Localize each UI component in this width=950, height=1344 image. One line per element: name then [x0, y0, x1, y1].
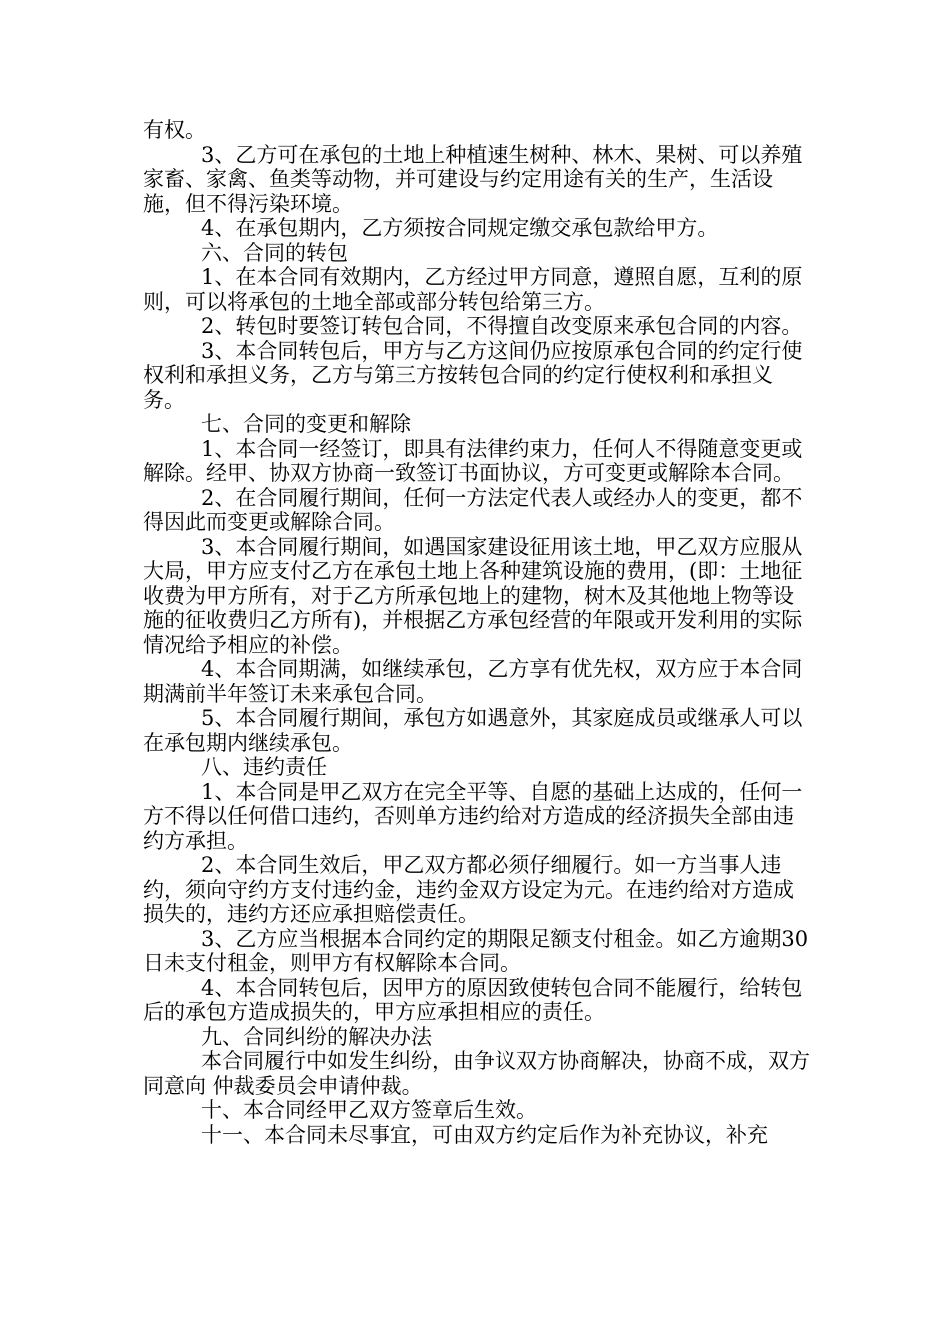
section-heading-10: 十、本合同经甲乙双方签章后生效。 — [201, 1098, 537, 1122]
clause-8-3: 3、乙方应当根据本合同约定的期限足额支付租金。如乙方逾期30日未支付租金，则甲方有权解除本合同。 — [143, 926, 809, 975]
section-heading-7: 七、合同的变更和解除 — [201, 412, 411, 436]
paragraph-continuation: 有权。 — [143, 118, 206, 142]
clause-8-4: 4、本合同转包后，因甲方的原因致使转包合同不能履行，给转包后的承包方造成损失的，甲方应承担相应的责任。 — [143, 975, 803, 1024]
clause-11: 十一、本合同未尽事宜，可由双方约定后作为补充协议，补充 — [201, 1122, 768, 1147]
clause-7-2: 2、在合同履行期间，任何一方法定代表人或经办人的变更，都不得因此而变更或解除合同。 — [143, 485, 803, 534]
clause-9-body: 本合同履行中如发生纠纷，由争议双方协商解决，协商不成，双方同意向 仲裁委员会申请仲裁。 — [143, 1049, 810, 1098]
clause-7-1: 1、本合同一经签订，即具有法律约束力，任何人不得随意变更或解除。经甲、协双方协商一致签订书面协议，方可变更或解除本合同。 — [143, 436, 803, 485]
clause-6-3: 3、本合同转包后，甲方与乙方这间仍应按原承包合同的约定行使权利和承担义务，乙方与第三方按转包合同的约定行使权利和承担义务。 — [143, 338, 803, 412]
clause-8-1: 1、本合同是甲乙双方在完全平等、自愿的基础上达成的，任何一方不得以任何借口违约，否则单方违约给对方造成的经济损失全部由违约方承担。 — [143, 779, 803, 853]
section-heading-9: 九、合同纠纷的解决办法 — [201, 1024, 432, 1049]
section-heading-8: 八、违约责任 — [201, 755, 327, 779]
clause-5-4: 4、在承包期内，乙方须按合同规定缴交承包款给甲方。 — [201, 216, 719, 240]
clause-5-3: 3、乙方可在承包的土地上种植速生树种、林木、果树、可以养殖家畜、家禽、鱼类等动物，并可建设与约定用途有关的生产，生活设施，但不得污染环境。 — [143, 142, 803, 216]
clause-7-3: 3、本合同履行期间，如遇国家建设征用该土地，甲乙双方应服从大局，甲方应支付乙方在承包土地上各种建筑设施的费用，(即：土地征收费为甲方所有，对于乙方所承包地上的建物，树木及其他地上物等设施的征收费归乙方所有)，并根据乙方承包经营的年限或开发利用的实际情况给予相应的补偿。 — [143, 534, 803, 657]
clause-7-5: 5、本合同履行期间，承包方如遇意外，其家庭成员或继承人可以在承包期内继续承包。 — [143, 706, 803, 755]
clause-6-2: 2、转包时要签订转包合同，不得擅自改变原来承包合同的内容。 — [201, 314, 803, 338]
document-body — [143, 118, 813, 1147]
clause-6-1: 1、在本合同有效期内，乙方经过甲方同意，遵照自愿，互利的原则，可以将承包的土地全部或部分转包给第三方。 — [143, 265, 803, 314]
clause-7-4: 4、本合同期满，如继续承包，乙方享有优先权，双方应于本合同期满前半年签订未来承包合同。 — [143, 657, 803, 706]
section-heading-6: 六、合同的转包 — [201, 240, 348, 265]
clause-8-2: 2、本合同生效后，甲乙双方都必须仔细履行。如一方当事人违约，须向守约方支付违约金，违约金双方设定为元。在违约给对方造成损失的，违约方还应承担赔偿责任。 — [143, 853, 794, 926]
